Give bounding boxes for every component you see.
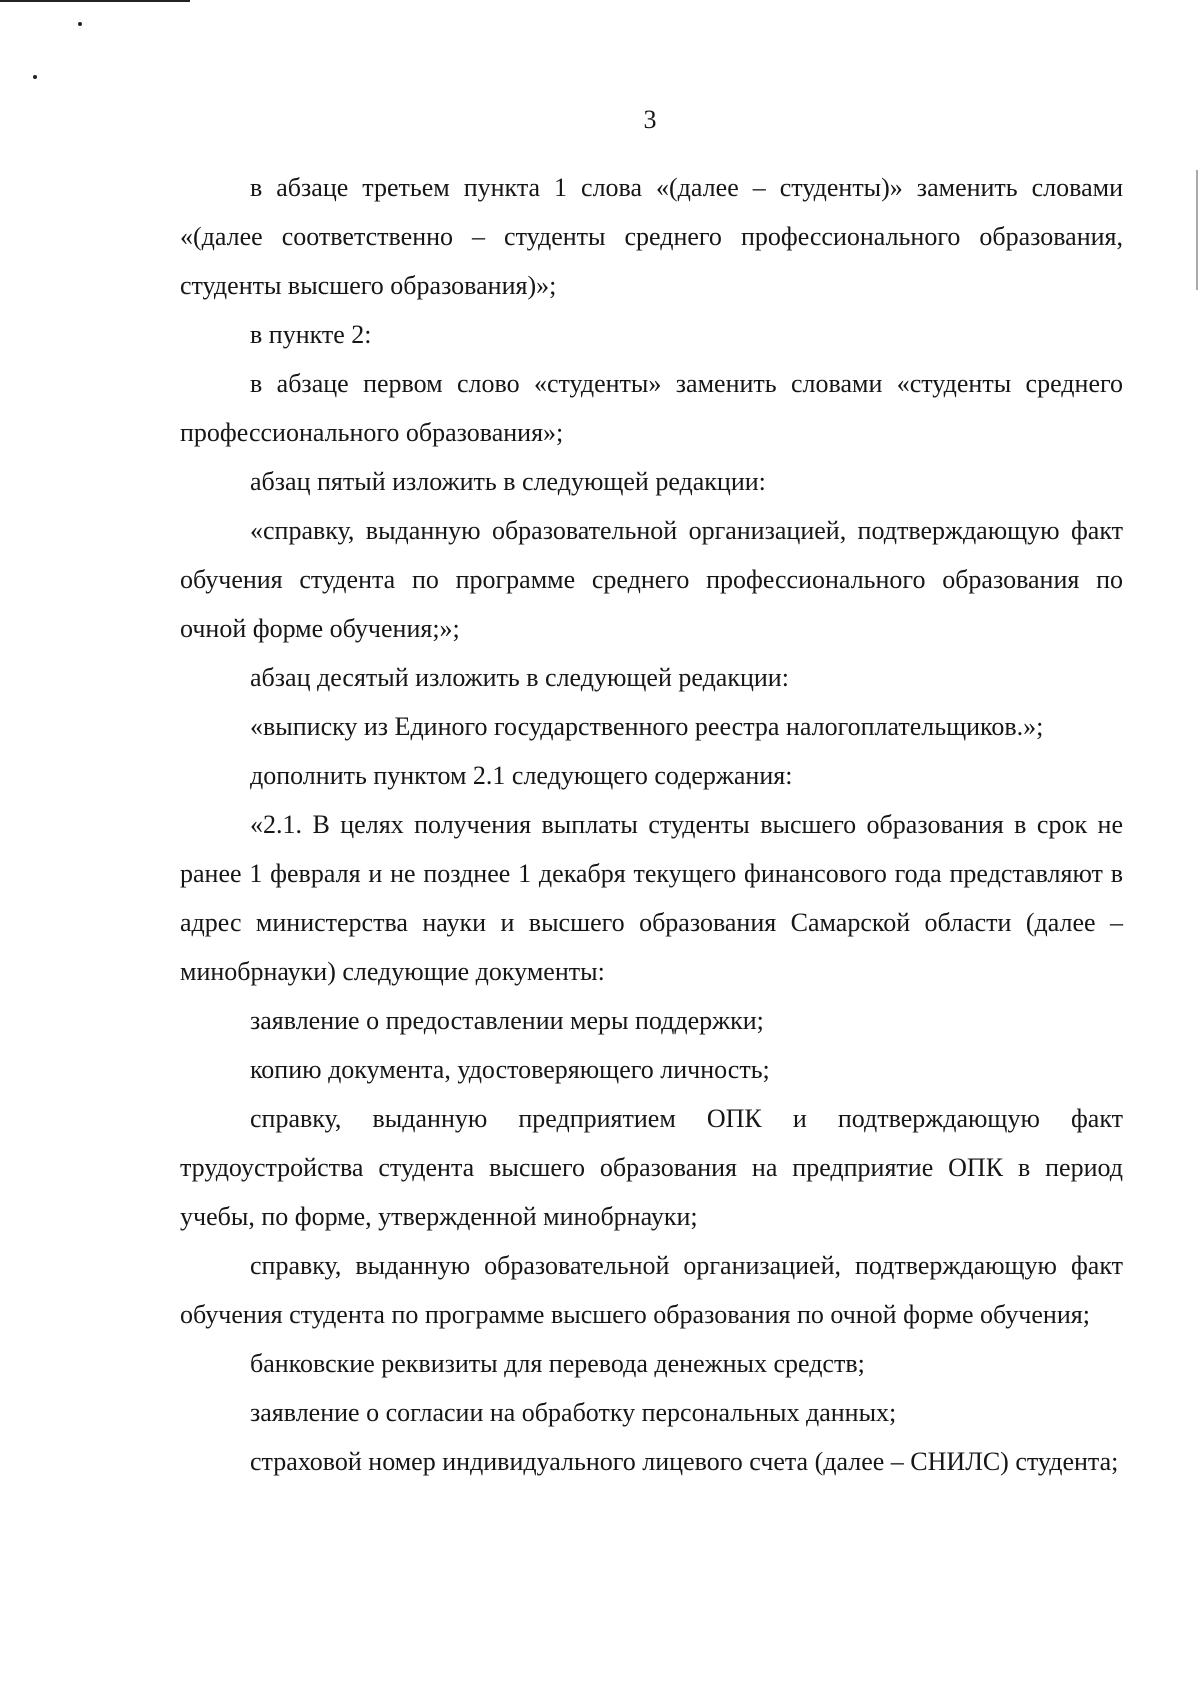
paragraph: абзац пятый изложить в следующей редакции:	[250, 467, 766, 496]
paragraph: в абзаце первом слово «студенты» заменить словами «студенты среднего профессионального образования»;	[180, 369, 1123, 447]
paragraph: справку, выданную образовательной организацией, подтверждающую факт обучения студента по программе высшего образования по очной форме обучения;	[180, 1251, 1123, 1329]
paragraph: «2.1. В целях получения выплаты студенты высшего образования в срок не ранее 1 февраля и не позднее 1 декабря текущего финансового года представляют в адрес министерства науки и высшего образования Самарской области (далее – минобрнауки) следующие документы:	[180, 810, 1123, 986]
paragraph: дополнить пунктом 2.1 следующего содержания:	[250, 761, 793, 790]
paragraph: в абзаце третьем пункта 1 слова «(далее – студенты)» заменить словами «(далее соответственно – студенты среднего профессионального образования, студенты высшего образования)»;	[180, 173, 1123, 300]
page-number: 3	[643, 105, 657, 134]
scan-edge-line	[1196, 170, 1198, 290]
paragraph: банковские реквизиты для перевода денежных средств;	[250, 1349, 865, 1378]
paragraph: «выписку из Единого государственного реестра налогоплательщиков.»;	[250, 712, 1044, 741]
paragraph: заявление о предоставлении меры поддержки;	[250, 1006, 764, 1035]
scan-edge-line	[0, 0, 190, 2]
scan-speck	[78, 22, 82, 26]
paragraph: абзац десятый изложить в следующей редакции:	[250, 663, 789, 692]
paragraph: страховой номер индивидуального лицевого счета (далее – СНИЛС) студента;	[250, 1447, 1119, 1476]
scan-speck	[33, 75, 37, 79]
paragraph: справку, выданную предприятием ОПК и подтверждающую факт трудоустройства студента высшего образования на предприятие ОПК в период учебы, по форме, утвержденной минобрнауки;	[180, 1104, 1123, 1231]
paragraph: «справку, выданную образовательной организацией, подтверждающую факт обучения студента по программе среднего профессионального образования по очной форме обучения;»;	[180, 516, 1123, 643]
paragraph: заявление о согласии на обработку персональных данных;	[250, 1398, 897, 1427]
document-body	[180, 163, 1123, 1486]
paragraph: копию документа, удостоверяющего личность;	[250, 1055, 770, 1084]
paragraph: в пункте 2:	[250, 320, 372, 349]
